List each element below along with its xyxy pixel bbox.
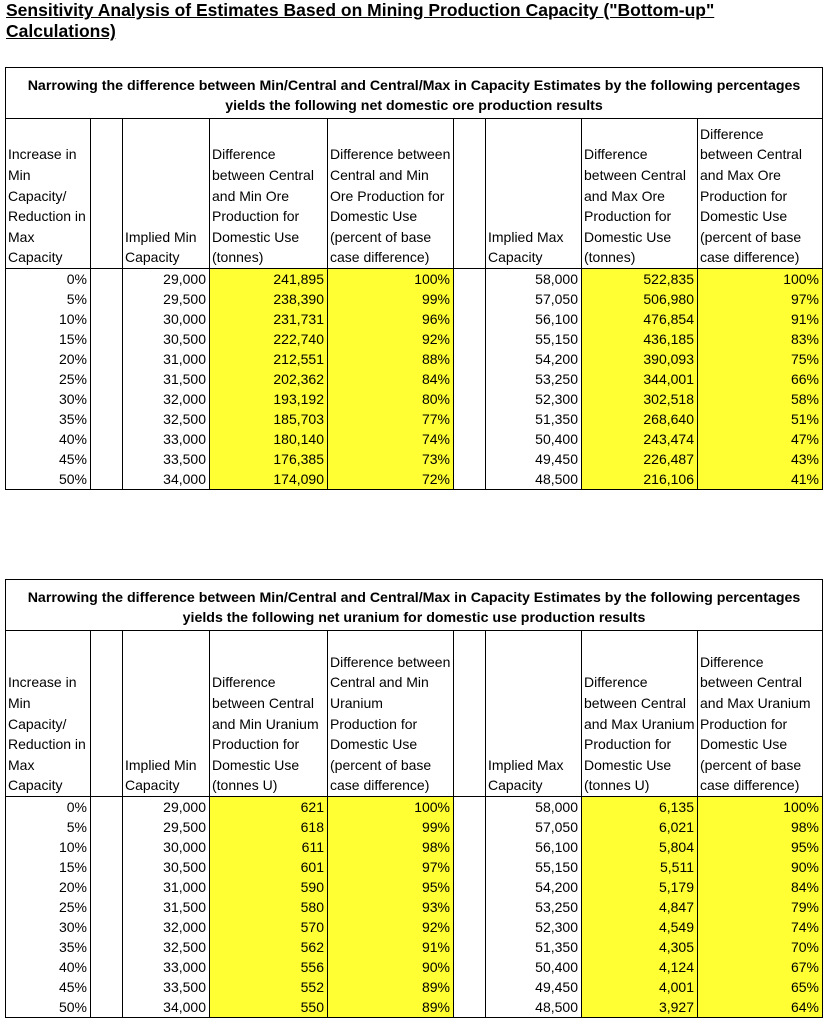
increase-cell: 25%: [6, 369, 91, 389]
spacer-cell: [91, 797, 123, 818]
spacer-cell: [91, 877, 123, 897]
header-implied-max: Implied Max Capacity: [486, 631, 582, 797]
spacer-cell: [454, 409, 486, 429]
increase-cell: 45%: [6, 977, 91, 997]
spacer-cell: [91, 409, 123, 429]
pct-central-max-cell: 90%: [698, 857, 823, 877]
spacer-cell: [454, 269, 486, 290]
increase-cell: 40%: [6, 957, 91, 977]
implied-min-cell: 30,500: [123, 329, 210, 349]
increase-cell: 50%: [6, 469, 91, 490]
implied-min-cell: 32,500: [123, 937, 210, 957]
pct-central-max-cell: 83%: [698, 329, 823, 349]
table-row: [6, 449, 823, 469]
diff-central-max-cell: 476,854: [582, 309, 698, 329]
diff-central-min-cell: 212,551: [210, 349, 328, 369]
spacer-column: [454, 119, 486, 269]
increase-cell: 30%: [6, 917, 91, 937]
spacer-cell: [454, 897, 486, 917]
spacer-cell: [91, 917, 123, 937]
spacer-cell: [454, 429, 486, 449]
implied-min-cell: 31,000: [123, 877, 210, 897]
spacer-cell: [91, 349, 123, 369]
pct-central-min-cell: 100%: [328, 269, 454, 290]
pct-central-min-cell: 91%: [328, 937, 454, 957]
pct-central-min-cell: 89%: [328, 977, 454, 997]
increase-cell: 20%: [6, 877, 91, 897]
diff-central-min-cell: 552: [210, 977, 328, 997]
implied-max-cell: 48,500: [486, 997, 582, 1018]
spacer-cell: [454, 917, 486, 937]
diff-central-max-cell: 4,847: [582, 897, 698, 917]
diff-central-min-cell: 590: [210, 877, 328, 897]
spacer-cell: [91, 997, 123, 1018]
implied-max-cell: 51,350: [486, 937, 582, 957]
increase-cell: 30%: [6, 389, 91, 409]
implied-min-cell: 32,000: [123, 917, 210, 937]
spacer-cell: [91, 957, 123, 977]
pct-central-max-cell: 47%: [698, 429, 823, 449]
implied-max-cell: 49,450: [486, 449, 582, 469]
diff-central-max-cell: 522,835: [582, 269, 698, 290]
table-row: [6, 937, 823, 957]
table-row: [6, 837, 823, 857]
pct-central-min-cell: 72%: [328, 469, 454, 490]
header-diff-central-max: Difference between Central and Max Uranium Production for Domestic Use (tonnes U): [582, 631, 698, 797]
implied-min-cell: 30,000: [123, 837, 210, 857]
spacer-cell: [91, 937, 123, 957]
diff-central-min-cell: 193,192: [210, 389, 328, 409]
table-row: [6, 269, 823, 290]
diff-central-min-cell: 611: [210, 837, 328, 857]
spacer-cell: [454, 329, 486, 349]
spacer-cell: [91, 897, 123, 917]
table-row: [6, 309, 823, 329]
implied-min-cell: 32,000: [123, 389, 210, 409]
increase-cell: 10%: [6, 837, 91, 857]
diff-central-max-cell: 4,549: [582, 917, 698, 937]
implied-max-cell: 50,400: [486, 429, 582, 449]
spacer-cell: [454, 469, 486, 490]
table-row: [6, 897, 823, 917]
table-row: [6, 917, 823, 937]
pct-central-min-cell: 92%: [328, 329, 454, 349]
spacer-cell: [91, 289, 123, 309]
ore-production-table: [5, 67, 823, 490]
pct-central-max-cell: 95%: [698, 837, 823, 857]
implied-min-cell: 31,500: [123, 897, 210, 917]
implied-min-cell: 32,500: [123, 409, 210, 429]
increase-cell: 10%: [6, 309, 91, 329]
header-pct-central-min: Difference between Central and Min Ore Production for Domestic Use (percent of base case difference): [328, 119, 454, 269]
pct-central-min-cell: 73%: [328, 449, 454, 469]
header-increase: Increase in Min Capacity/ Reduction in Max Capacity: [6, 631, 91, 797]
pct-central-min-cell: 96%: [328, 309, 454, 329]
pct-central-max-cell: 67%: [698, 957, 823, 977]
implied-max-cell: 56,100: [486, 309, 582, 329]
diff-central-max-cell: 4,001: [582, 977, 698, 997]
spacer-cell: [91, 449, 123, 469]
increase-cell: 35%: [6, 409, 91, 429]
table-row: [6, 797, 823, 818]
uranium-production-table: [5, 579, 823, 1018]
implied-min-cell: 29,000: [123, 269, 210, 290]
table-row: [6, 857, 823, 877]
diff-central-min-cell: 176,385: [210, 449, 328, 469]
implied-max-cell: 57,050: [486, 289, 582, 309]
diff-central-min-cell: 185,703: [210, 409, 328, 429]
pct-central-max-cell: 100%: [698, 797, 823, 818]
diff-central-min-cell: 231,731: [210, 309, 328, 329]
diff-central-max-cell: 5,179: [582, 877, 698, 897]
table-row: [6, 369, 823, 389]
spacer-cell: [91, 369, 123, 389]
table-row: [6, 469, 823, 490]
spacer-cell: [91, 329, 123, 349]
diff-central-max-cell: 4,305: [582, 937, 698, 957]
increase-cell: 20%: [6, 349, 91, 369]
implied-min-cell: 31,500: [123, 369, 210, 389]
header-diff-central-min: Difference between Central and Min Ore Production for Domestic Use (tonnes): [210, 119, 328, 269]
table-row: [6, 957, 823, 977]
implied-max-cell: 55,150: [486, 329, 582, 349]
implied-max-cell: 57,050: [486, 817, 582, 837]
increase-cell: 40%: [6, 429, 91, 449]
implied-max-cell: 56,100: [486, 837, 582, 857]
header-implied-min: Implied Min Capacity: [123, 119, 210, 269]
diff-central-max-cell: 344,001: [582, 369, 698, 389]
diff-central-min-cell: 621: [210, 797, 328, 818]
pct-central-max-cell: 41%: [698, 469, 823, 490]
header-pct-central-max: Difference between Central and Max Ore Production for Domestic Use (percent of base case difference): [698, 119, 823, 269]
implied-min-cell: 29,500: [123, 289, 210, 309]
pct-central-max-cell: 91%: [698, 309, 823, 329]
increase-cell: 5%: [6, 289, 91, 309]
spacer-cell: [454, 797, 486, 818]
diff-central-min-cell: 202,362: [210, 369, 328, 389]
pct-central-min-cell: 93%: [328, 897, 454, 917]
pct-central-max-cell: 84%: [698, 877, 823, 897]
implied-max-cell: 53,250: [486, 369, 582, 389]
spacer-cell: [454, 957, 486, 977]
implied-min-cell: 33,000: [123, 957, 210, 977]
diff-central-min-cell: 180,140: [210, 429, 328, 449]
pct-central-min-cell: 84%: [328, 369, 454, 389]
increase-cell: 45%: [6, 449, 91, 469]
pct-central-min-cell: 88%: [328, 349, 454, 369]
pct-central-max-cell: 51%: [698, 409, 823, 429]
diff-central-max-cell: 6,021: [582, 817, 698, 837]
implied-max-cell: 58,000: [486, 269, 582, 290]
spacer-cell: [454, 877, 486, 897]
ore-table-caption: Narrowing the difference between Min/Central and Central/Max in Capacity Estimates by the following percentages yields the following net domestic ore production results: [6, 68, 823, 119]
pct-central-max-cell: 65%: [698, 977, 823, 997]
header-implied-min: Implied Min Capacity: [123, 631, 210, 797]
increase-cell: 15%: [6, 329, 91, 349]
diff-central-max-cell: 5,511: [582, 857, 698, 877]
increase-cell: 5%: [6, 817, 91, 837]
implied-min-cell: 30,000: [123, 309, 210, 329]
header-increase: Increase in Min Capacity/ Reduction in Max Capacity: [6, 119, 91, 269]
diff-central-min-cell: 618: [210, 817, 328, 837]
table-row: [6, 349, 823, 369]
implied-min-cell: 29,500: [123, 817, 210, 837]
diff-central-max-cell: 302,518: [582, 389, 698, 409]
diff-central-min-cell: 174,090: [210, 469, 328, 490]
table-row: [6, 409, 823, 429]
table-row: [6, 817, 823, 837]
header-diff-central-max: Difference between Central and Max Ore Production for Domestic Use (tonnes): [582, 119, 698, 269]
pct-central-max-cell: 100%: [698, 269, 823, 290]
pct-central-max-cell: 97%: [698, 289, 823, 309]
implied-min-cell: 34,000: [123, 469, 210, 490]
increase-cell: 25%: [6, 897, 91, 917]
diff-central-max-cell: 216,106: [582, 469, 698, 490]
pct-central-min-cell: 97%: [328, 857, 454, 877]
pct-central-min-cell: 77%: [328, 409, 454, 429]
implied-min-cell: 31,000: [123, 349, 210, 369]
spacer-column: [91, 119, 123, 269]
spacer-cell: [454, 977, 486, 997]
spacer-cell: [454, 997, 486, 1018]
diff-central-max-cell: 506,980: [582, 289, 698, 309]
spacer-cell: [91, 269, 123, 290]
diff-central-max-cell: 3,927: [582, 997, 698, 1018]
header-implied-max: Implied Max Capacity: [486, 119, 582, 269]
diff-central-max-cell: 5,804: [582, 837, 698, 857]
pct-central-max-cell: 74%: [698, 917, 823, 937]
pct-central-max-cell: 43%: [698, 449, 823, 469]
spacer-cell: [91, 389, 123, 409]
implied-min-cell: 34,000: [123, 997, 210, 1018]
spacer-cell: [454, 349, 486, 369]
diff-central-min-cell: 550: [210, 997, 328, 1018]
header-pct-central-min: Difference between Central and Min Uranium Production for Domestic Use (percent of base case difference): [328, 631, 454, 797]
spacer-cell: [454, 289, 486, 309]
table-row: [6, 389, 823, 409]
spacer-cell: [454, 449, 486, 469]
pct-central-min-cell: 92%: [328, 917, 454, 937]
implied-max-cell: 58,000: [486, 797, 582, 818]
implied-min-cell: 33,000: [123, 429, 210, 449]
spacer-cell: [91, 977, 123, 997]
pct-central-max-cell: 66%: [698, 369, 823, 389]
spacer-cell: [454, 309, 486, 329]
increase-cell: 0%: [6, 797, 91, 818]
diff-central-min-cell: 562: [210, 937, 328, 957]
spacer-column: [454, 631, 486, 797]
table-row: [6, 329, 823, 349]
diff-central-max-cell: 226,487: [582, 449, 698, 469]
implied-max-cell: 53,250: [486, 897, 582, 917]
diff-central-max-cell: 243,474: [582, 429, 698, 449]
table-row: [6, 877, 823, 897]
spacer-cell: [91, 309, 123, 329]
pct-central-min-cell: 98%: [328, 837, 454, 857]
implied-min-cell: 33,500: [123, 449, 210, 469]
spacer-cell: [91, 429, 123, 449]
implied-max-cell: 52,300: [486, 389, 582, 409]
pct-central-min-cell: 74%: [328, 429, 454, 449]
diff-central-max-cell: 6,135: [582, 797, 698, 818]
spacer-cell: [91, 857, 123, 877]
uranium-table-body: [6, 797, 823, 1018]
increase-cell: 15%: [6, 857, 91, 877]
implied-max-cell: 50,400: [486, 957, 582, 977]
page-title: Sensitivity Analysis of Estimates Based on Mining Production Capacity ("Bottom-up" Calculations): [6, 0, 715, 41]
header-diff-central-min: Difference between Central and Min Uranium Production for Domestic Use (tonnes U): [210, 631, 328, 797]
spacer-cell: [454, 937, 486, 957]
implied-max-cell: 54,200: [486, 877, 582, 897]
implied-max-cell: 49,450: [486, 977, 582, 997]
diff-central-min-cell: 556: [210, 957, 328, 977]
diff-central-min-cell: 222,740: [210, 329, 328, 349]
ore-table-body: [6, 269, 823, 490]
spacer-cell: [454, 369, 486, 389]
spacer-column: [91, 631, 123, 797]
diff-central-max-cell: 4,124: [582, 957, 698, 977]
table-row: [6, 977, 823, 997]
implied-min-cell: 30,500: [123, 857, 210, 877]
implied-max-cell: 52,300: [486, 917, 582, 937]
pct-central-max-cell: 75%: [698, 349, 823, 369]
spacer-cell: [454, 389, 486, 409]
pct-central-min-cell: 95%: [328, 877, 454, 897]
pct-central-min-cell: 89%: [328, 997, 454, 1018]
spacer-cell: [91, 469, 123, 490]
pct-central-max-cell: 79%: [698, 897, 823, 917]
spacer-cell: [91, 817, 123, 837]
implied-max-cell: 48,500: [486, 469, 582, 490]
spacer-cell: [91, 837, 123, 857]
implied-max-cell: 55,150: [486, 857, 582, 877]
pct-central-max-cell: 64%: [698, 997, 823, 1018]
diff-central-min-cell: 570: [210, 917, 328, 937]
table-row: [6, 429, 823, 449]
pct-central-min-cell: 100%: [328, 797, 454, 818]
pct-central-min-cell: 99%: [328, 289, 454, 309]
increase-cell: 0%: [6, 269, 91, 290]
table-row: [6, 997, 823, 1018]
pct-central-min-cell: 80%: [328, 389, 454, 409]
pct-central-min-cell: 99%: [328, 817, 454, 837]
implied-min-cell: 33,500: [123, 977, 210, 997]
diff-central-max-cell: 390,093: [582, 349, 698, 369]
pct-central-min-cell: 90%: [328, 957, 454, 977]
pct-central-max-cell: 98%: [698, 817, 823, 837]
increase-cell: 35%: [6, 937, 91, 957]
spacer-cell: [454, 837, 486, 857]
increase-cell: 50%: [6, 997, 91, 1018]
table-row: [6, 289, 823, 309]
spacer-cell: [454, 857, 486, 877]
implied-max-cell: 54,200: [486, 349, 582, 369]
diff-central-min-cell: 241,895: [210, 269, 328, 290]
header-pct-central-max: Difference between Central and Max Uranium Production for Domestic Use (percent of base case difference): [698, 631, 823, 797]
pct-central-max-cell: 70%: [698, 937, 823, 957]
implied-min-cell: 29,000: [123, 797, 210, 818]
diff-central-min-cell: 238,390: [210, 289, 328, 309]
diff-central-max-cell: 436,185: [582, 329, 698, 349]
implied-max-cell: 51,350: [486, 409, 582, 429]
diff-central-min-cell: 601: [210, 857, 328, 877]
uranium-table-caption: Narrowing the difference between Min/Central and Central/Max in Capacity Estimates by the following percentages yields the following net uranium for domestic use production results: [6, 580, 823, 631]
pct-central-max-cell: 58%: [698, 389, 823, 409]
diff-central-min-cell: 580: [210, 897, 328, 917]
diff-central-max-cell: 268,640: [582, 409, 698, 429]
spacer-cell: [454, 817, 486, 837]
